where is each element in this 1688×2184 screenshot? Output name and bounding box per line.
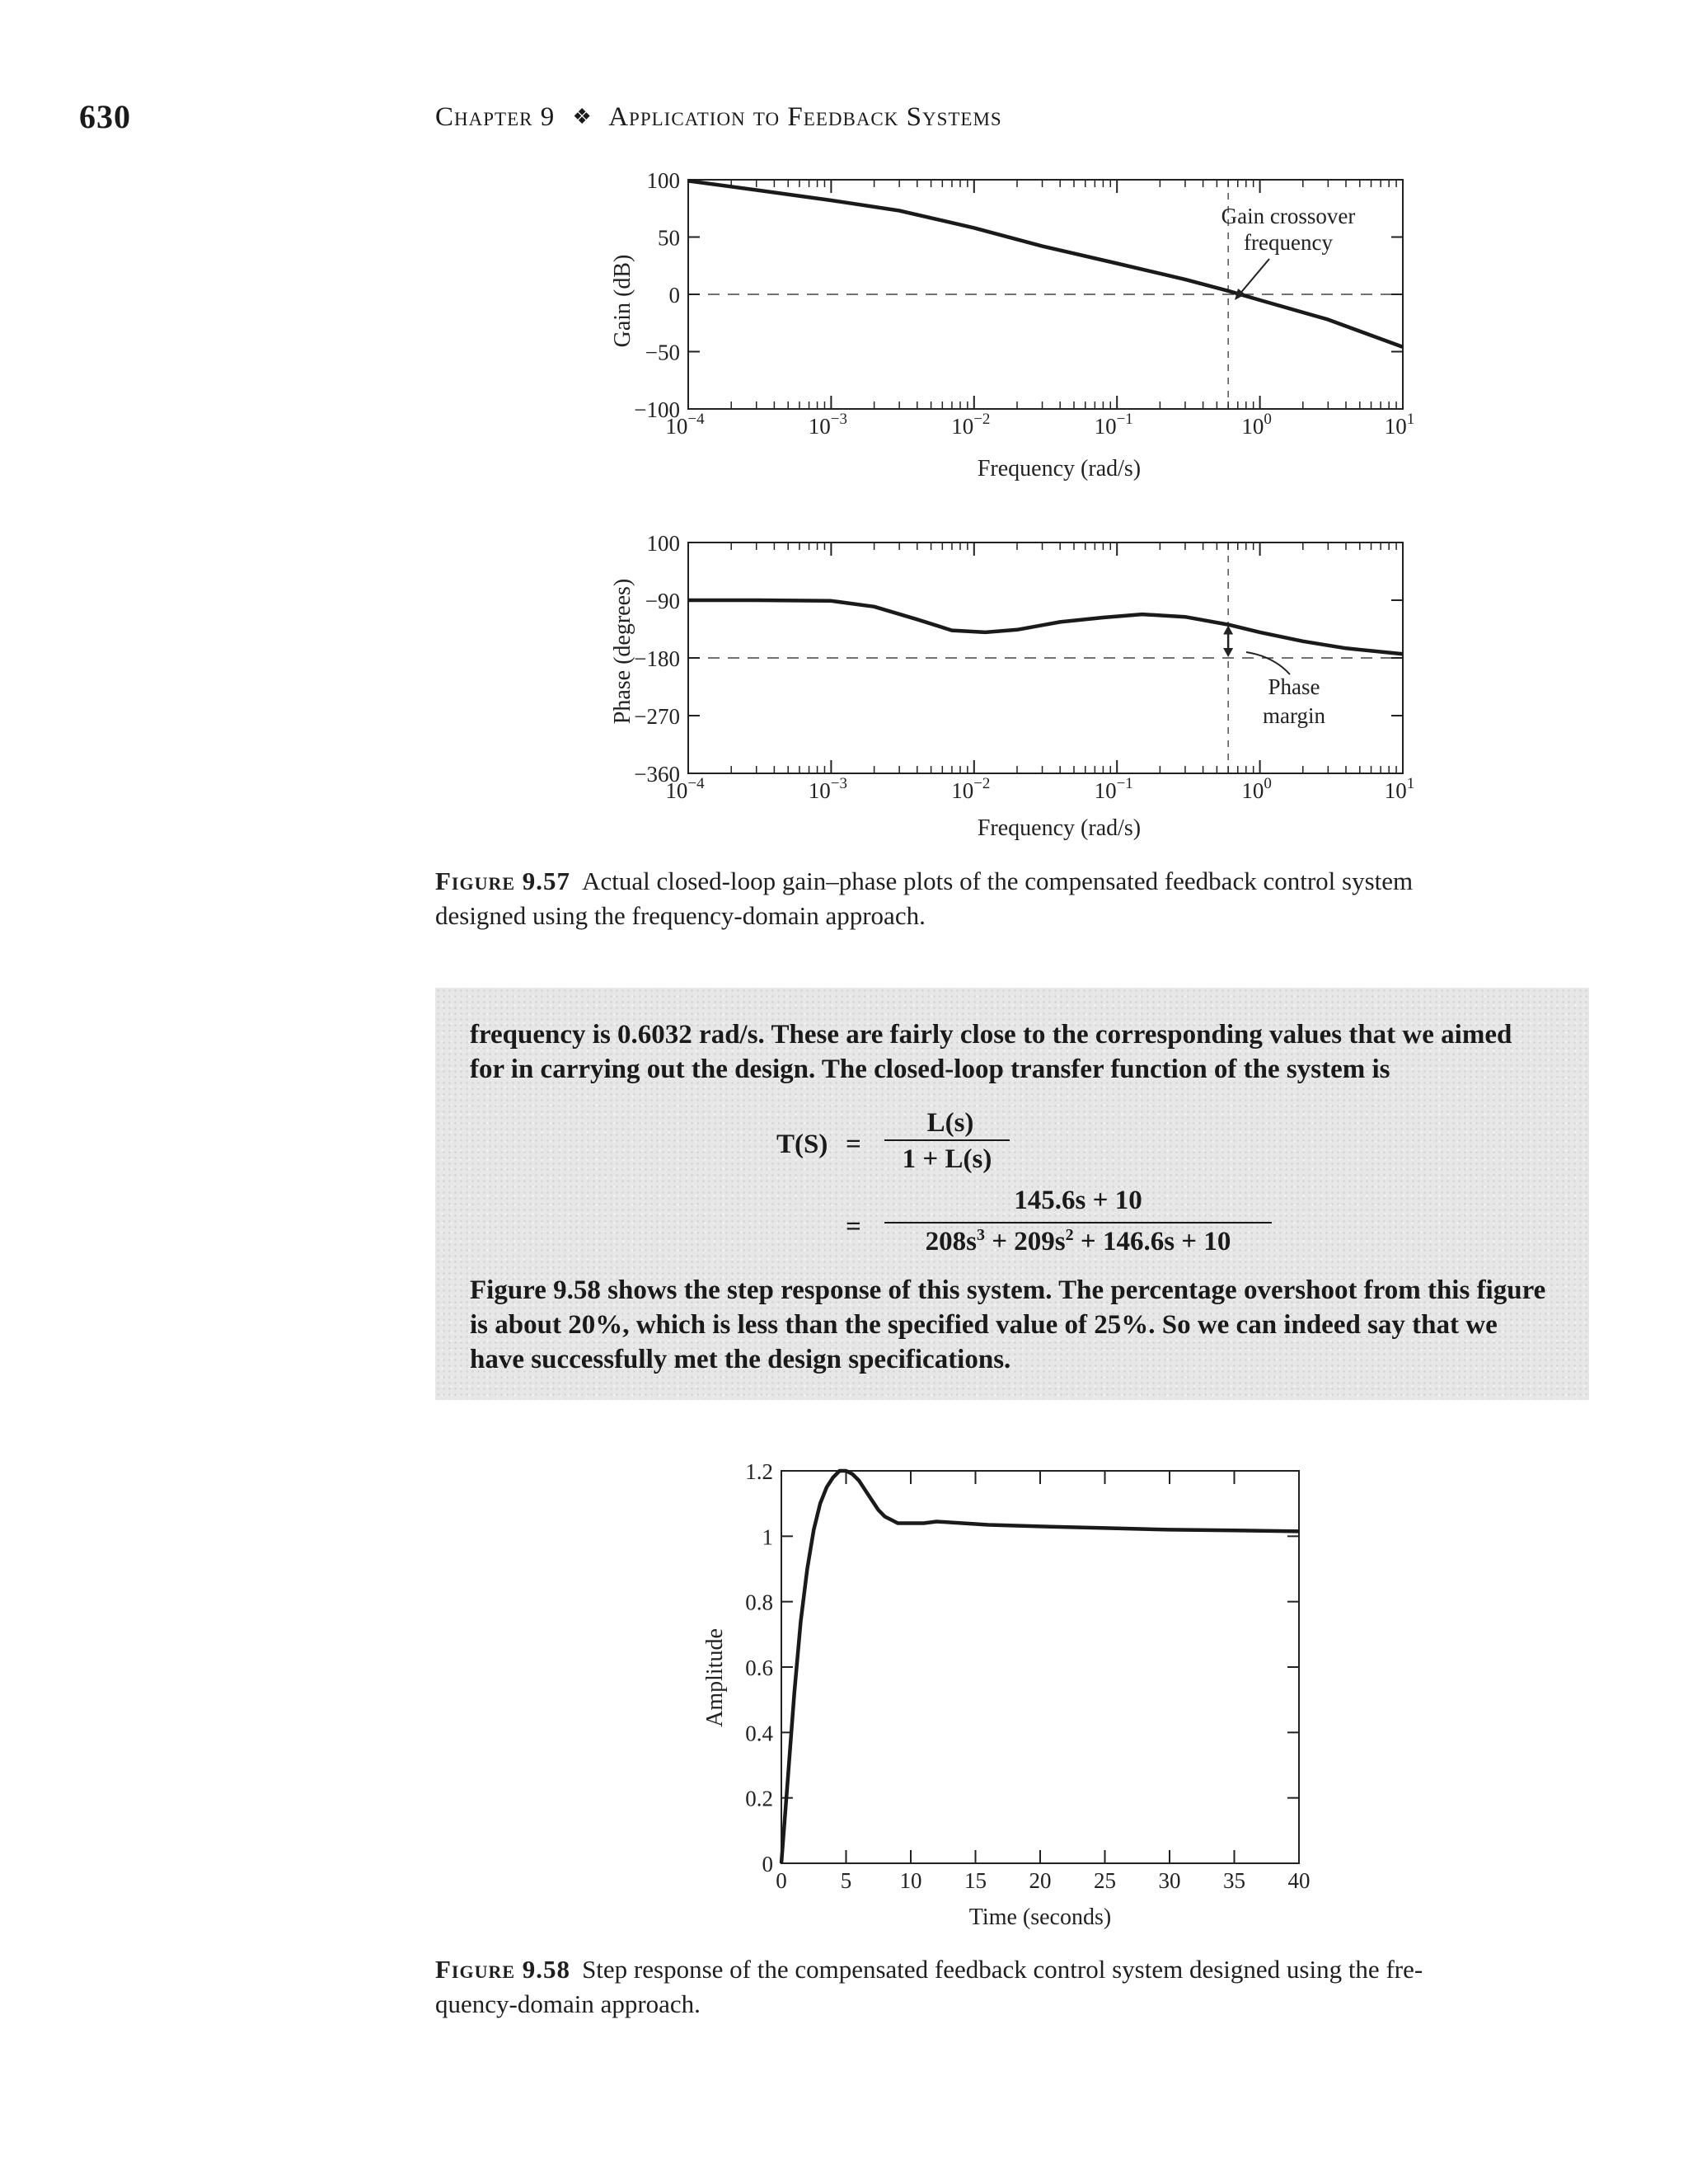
step-x-tick-label: 35 <box>1223 1868 1245 1893</box>
chapter-label: Chapter 9 <box>435 102 556 132</box>
gain-x-tick-label: $10^{-2}$ <box>951 411 991 439</box>
phase-margin-arrowhead <box>1223 648 1233 657</box>
shaded-text-box <box>435 988 1589 1400</box>
equation-denominator-1: 1 + L(s) <box>902 1144 992 1174</box>
gain-x-tick-label: $10^{-1}$ <box>1094 411 1133 439</box>
caption-line <box>435 864 1606 899</box>
gain-crossover-arrow <box>1239 259 1269 295</box>
gain-y-tick-label: 50 <box>658 225 680 251</box>
step-y-tick-label: 1 <box>762 1524 773 1550</box>
step-y-tick-label: 0.6 <box>745 1656 773 1680</box>
caption-text: Step response of the compensated feedback control system designed using the fre- <box>582 1955 1423 1984</box>
fraction-bar-1 <box>884 1139 1010 1141</box>
step-x-tick-label: 0 <box>776 1868 787 1893</box>
equation-numerator-1: L(s) <box>926 1108 974 1138</box>
gain-x-tick-label: $10^0$ <box>1241 411 1272 439</box>
caption-line: designed using the frequency-domain approach. <box>435 901 926 930</box>
step-y-tick-label: 0.8 <box>745 1590 773 1615</box>
phase-x-label: Frequency (rad/s) <box>977 815 1142 841</box>
phase-x-tick-label: $10^1$ <box>1384 775 1415 803</box>
text-line: have successfully met the design specifications. <box>470 1345 1011 1374</box>
equation-equals-2: = <box>846 1212 861 1242</box>
caption-line <box>435 1952 1606 1987</box>
phase-margin-arrow <box>1246 652 1290 674</box>
step-y-tick-label: 0.4 <box>745 1721 773 1746</box>
phase-y-tick-label: 100 <box>646 531 680 556</box>
text-line: frequency is 0.6032 rad/s. These are fairly close to the corresponding values that we aimed <box>470 1020 1512 1050</box>
gain-x-tick-label: $10^1$ <box>1384 411 1415 439</box>
equation-equals-1: = <box>846 1130 861 1159</box>
figure-label: Figure 9.58 <box>435 1955 571 1984</box>
phase-y-tick-label: −180 <box>634 646 680 671</box>
step-series-line <box>781 1471 1299 1863</box>
step-y-label: Amplitude <box>702 1628 728 1727</box>
exponent: 2 <box>1065 1226 1074 1244</box>
term: + 209s <box>984 1227 1066 1256</box>
equation-numerator-2: 145.6s + 10 <box>1014 1186 1142 1215</box>
phase-plot-axes <box>634 531 1414 803</box>
gain-plot <box>0 157 1688 503</box>
step-x-tick-label: 30 <box>1158 1868 1181 1893</box>
gain-y-tick-label: 0 <box>668 283 680 308</box>
text-line: Figure 9.58 shows the step response of this system. The percentage overshoot from this figure <box>470 1275 1546 1305</box>
gain-crossover-label-2: frequency <box>1244 230 1333 255</box>
figure-9-57-caption <box>435 864 1606 933</box>
gain-y-tick-label: −100 <box>634 397 680 422</box>
phase-series-line <box>688 600 1403 654</box>
chapter-name: Application to Feedback Systems <box>608 102 1002 132</box>
step-x-label: Time (seconds) <box>968 1905 1112 1929</box>
phase-plot-grid <box>688 542 1403 773</box>
gain-y-tick-label: 100 <box>646 168 680 193</box>
step-response-plot <box>0 1451 1688 1929</box>
equation-lhs: T(S) <box>776 1130 828 1159</box>
step-x-tick-label: 40 <box>1287 1868 1311 1893</box>
figure-label: Figure 9.57 <box>435 867 571 895</box>
gain-x-label: Frequency (rad/s) <box>977 456 1142 481</box>
step-x-tick-label: 5 <box>840 1868 852 1893</box>
phase-x-tick-label: $10^0$ <box>1241 775 1272 803</box>
gain-crossover-label-1: Gain crossover <box>1221 204 1356 228</box>
fraction-bar-2 <box>884 1222 1272 1224</box>
text-line: for in carrying out the design. The closed-loop transfer function of the system is <box>470 1054 1390 1084</box>
phase-y-tick-label: −360 <box>634 762 680 787</box>
figure-9-58-caption <box>435 1952 1606 2022</box>
phase-x-tick-label: $10^{-4}$ <box>665 775 705 803</box>
chapter-title <box>435 102 1002 133</box>
step-y-tick-label: 1.2 <box>745 1459 773 1484</box>
caption-text: Actual closed-loop gain–phase plots of the compensated feedback control system <box>582 867 1414 895</box>
phase-x-tick-label: $10^{-1}$ <box>1094 775 1133 803</box>
phase-plot-curve <box>688 600 1403 657</box>
phase-y-tick-label: −270 <box>634 704 680 729</box>
equation-denominator-2 <box>884 1227 1272 1257</box>
exponent: 3 <box>976 1226 985 1244</box>
phase-x-tick-label: $10^{-2}$ <box>951 775 991 803</box>
step-y-tick-label: 0.2 <box>745 1786 773 1811</box>
box-paragraph-2 <box>470 1273 1574 1377</box>
box-paragraph-1 <box>470 1017 1574 1087</box>
step-plot-curve <box>781 1471 1299 1863</box>
phase-margin-label-2: margin <box>1263 703 1325 728</box>
step-x-tick-label: 15 <box>964 1868 987 1893</box>
step-x-tick-label: 10 <box>899 1868 922 1893</box>
step-x-tick-label: 20 <box>1029 1868 1052 1893</box>
separator-glyph: ❖ <box>572 105 593 129</box>
gain-x-tick-label: $10^{-3}$ <box>808 411 848 439</box>
caption-line: quency-domain approach. <box>435 1989 701 2018</box>
phase-y-label: Phase (degrees) <box>610 578 635 725</box>
page-number: 630 <box>79 98 131 135</box>
phase-x-tick-label: $10^{-3}$ <box>808 775 848 803</box>
gain-y-tick-label: −50 <box>645 340 680 365</box>
phase-margin-label-1: Phase <box>1268 674 1320 699</box>
gain-y-label: Gain (dB) <box>610 254 635 348</box>
running-header <box>0 97 1688 147</box>
term: + 146.6s + 10 <box>1073 1227 1231 1256</box>
phase-plot <box>0 518 1688 864</box>
phase-y-tick-label: −90 <box>645 589 680 613</box>
text-line: is about 20%, which is less than the specified value of 25%. So we can indeed say that we <box>470 1310 1498 1340</box>
step-y-tick-label: 0 <box>762 1852 773 1876</box>
gain-x-tick-label: $10^{-4}$ <box>665 411 705 439</box>
term: 208s <box>925 1227 977 1256</box>
step-x-tick-label: 25 <box>1094 1868 1116 1893</box>
